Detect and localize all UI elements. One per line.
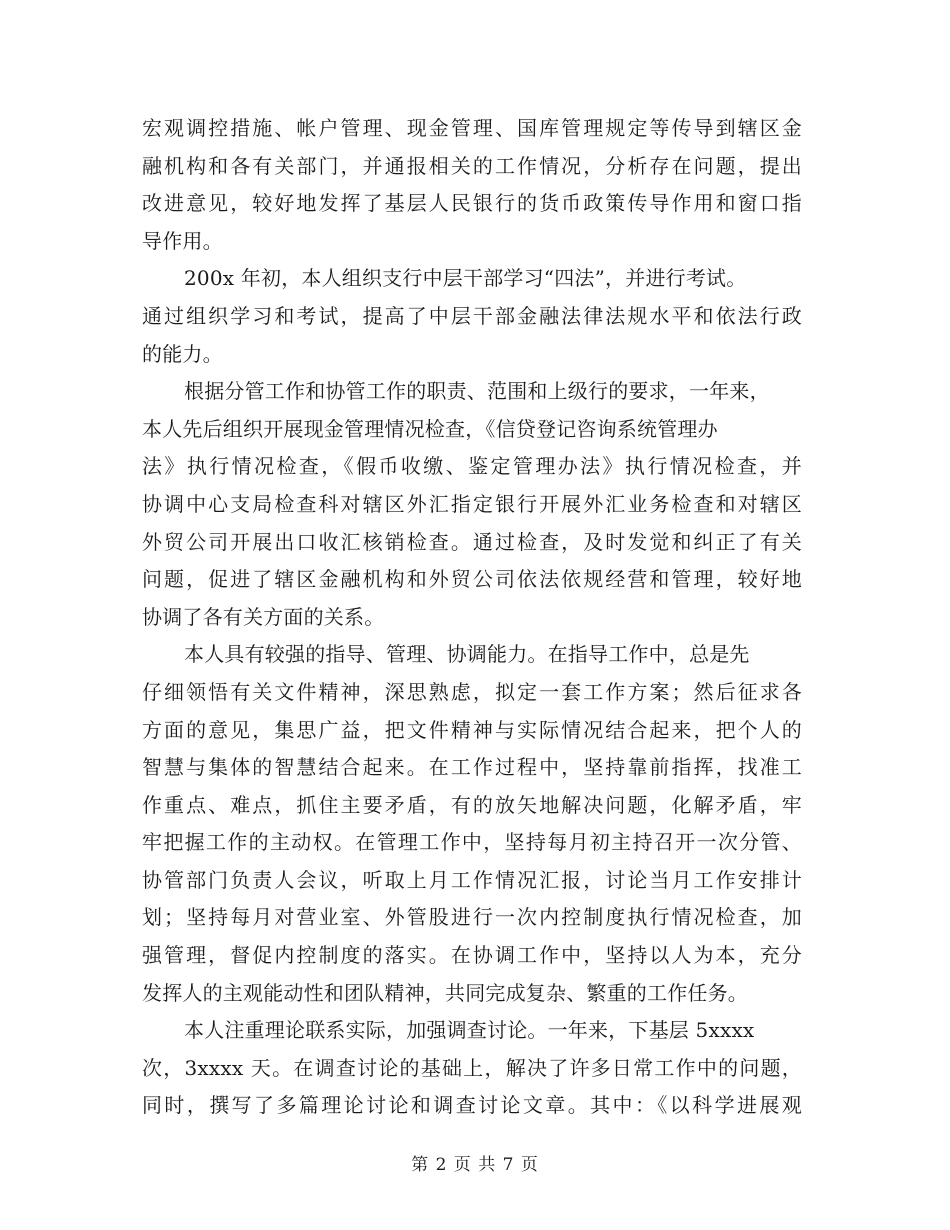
text-line: 协管部门负责人会议，听取上月工作情况汇报，讨论当月工作安排计	[142, 867, 802, 892]
text-line: 同时，撰写了多篇理论讨论和调查讨论文章。其中：《以科学进展观	[142, 1093, 802, 1118]
text-line: 问题，促进了辖区金融机构和外贸公司依法依规经营和管理，较好地	[142, 567, 802, 592]
text-line: 外贸公司开展出口收汇核销检查。通过检查，及时发觉和纠正了有关	[142, 529, 802, 554]
text-line: 智慧与集体的智慧结合起来。在工作过程中，坚持靠前指挥，找准工	[142, 755, 802, 780]
text-line: 融机构和各有关部门，并通报相关的工作情况，分析存在问题，提出	[142, 153, 802, 178]
text-line: 的能力。	[142, 341, 223, 366]
text-line: 次，3xxxx 天。在调查讨论的基础上，解决了许多日常工作中的问题，	[142, 1055, 802, 1080]
text-line: 仔细领悟有关文件精神，深思熟虑，拟定一套工作方案；然后征求各	[142, 679, 802, 704]
text-line: 牢把握工作的主动权。在管理工作中，坚持每月初主持召开一次分管、	[142, 830, 802, 855]
text-line: 本人具有较强的指导、管理、协调能力。在指导工作中，总是先	[184, 642, 750, 667]
text-line: 划；坚持每月对营业室、外管股进行一次内控制度执行情况检查，加	[142, 905, 802, 930]
text-line: 协调中心支局检查科对辖区外汇指定银行开展外汇业务检查和对辖区	[142, 491, 802, 516]
page-number-footer: 第 2 页 共 7 页	[411, 1155, 539, 1175]
text-line: 通过组织学习和考试，提高了中层干部金融法律法规水平和依法行政	[142, 303, 802, 328]
text-line: 强管理，督促内控制度的落实。在协调工作中，坚持以人为本，充分	[142, 943, 802, 968]
text-line: 协调了各有关方面的关系。	[142, 604, 385, 629]
text-line: 200x 年初，本人组织支行中层干部学习“四法”，并进行考试。	[184, 266, 747, 291]
text-line: 法》执行情况检查，《假币收缴、鉴定管理办法》执行情况检查，并	[142, 454, 802, 479]
text-line: 宏观调控措施、帐户管理、现金管理、国库管理规定等传导到辖区金	[142, 116, 802, 140]
text-line: 发挥人的主观能动性和团队精神，共同完成复杂、繁重的工作任务。	[142, 980, 748, 1005]
text-line: 本人注重理论联系实际，加强调查讨论。一年来，下基层 5xxxx	[184, 1018, 755, 1043]
text-line: 作重点、难点，抓住主要矛盾，有的放矢地解决问题，化解矛盾，牢	[142, 792, 802, 817]
text-line: 导作用。	[142, 228, 223, 253]
document-body	[142, 110, 802, 1125]
text-line: 根据分管工作和协管工作的职责、范围和上级行的要求，一年来，	[184, 379, 770, 404]
text-line: 改进意见，较好地发挥了基层人民银行的货币政策传导作用和窗口指	[142, 191, 802, 216]
text-line: 方面的意见，集思广益，把文件精神与实际情况结合起来，把个人的	[142, 717, 802, 742]
text-line: 本人先后组织开展现金管理情况检查，《信贷登记咨询系统管理办	[142, 416, 718, 441]
